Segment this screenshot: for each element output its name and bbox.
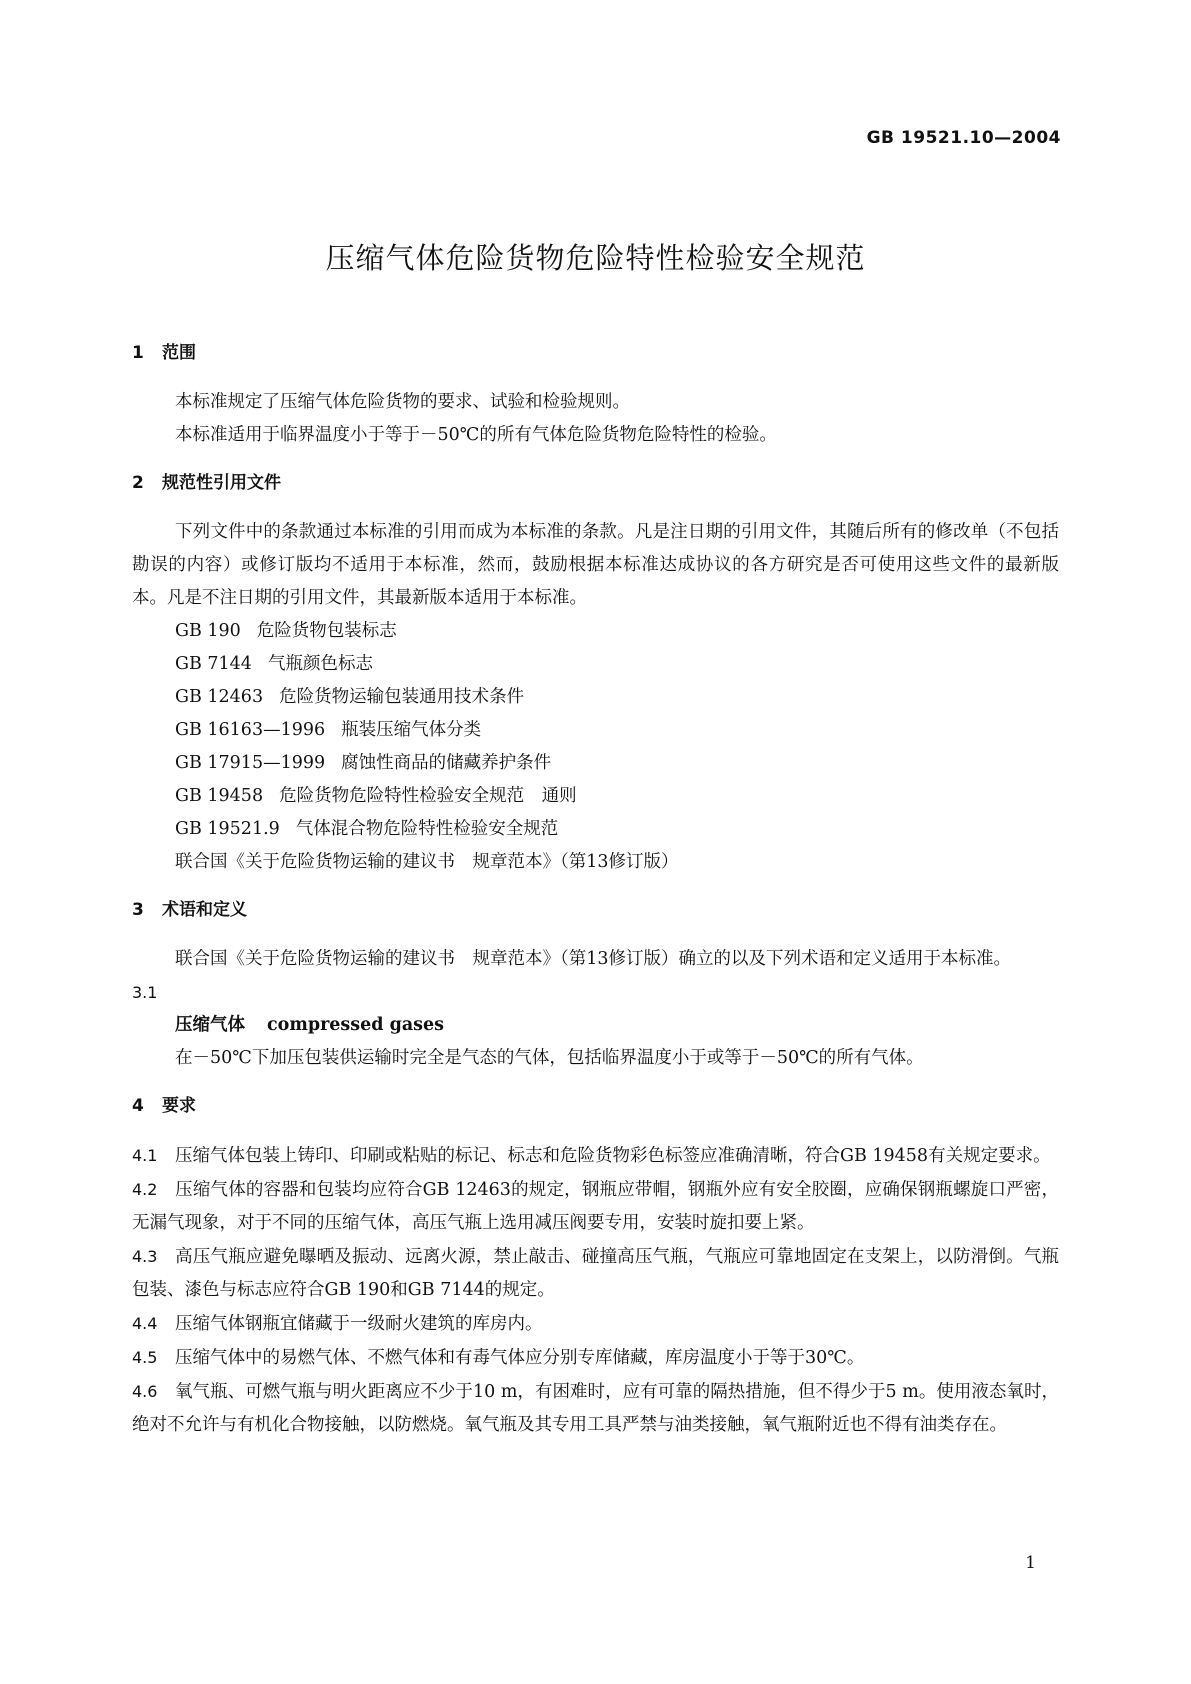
item-text: 压缩气体包装上铸印、印刷或粘贴的标记、标志和危险货物彩色标签应准确清晰，符合GB 19458有关规定要求。 — [175, 1146, 1051, 1166]
page-number: 1 — [1025, 1553, 1036, 1573]
reference-code: GB 19458 — [175, 786, 264, 806]
section-title: 术语和定义 — [162, 900, 247, 920]
item-text: 压缩气体的容器和包装均应符合GB 12463的规定，钢瓶应带帽，钢瓶外应有安全胶圈，应确保钢瓶螺旋口严密，无漏气现象，对于不同的压缩气体，高压气瓶上选用减压阀要专用，安装时旋扣要上紧。 — [132, 1180, 1059, 1233]
reference-name: 瓶装压缩气体分类 — [341, 720, 482, 740]
item-number: 4.2 — [132, 1180, 158, 1199]
section-2-heading — [132, 468, 1059, 498]
clause-number: 3.1 — [132, 983, 158, 1002]
reference-item — [132, 648, 1059, 681]
requirement-item — [132, 1240, 1059, 1307]
reference-name: 危险货物危险特性检验安全规范 通则 — [279, 786, 577, 806]
section-3-heading — [132, 895, 1059, 925]
section-number: 1 — [132, 343, 144, 363]
section-4-heading — [132, 1091, 1059, 1121]
reference-name: 危险货物包装标志 — [256, 621, 397, 641]
term-definition: 在－50℃下加压包装供运输时完全是气态的气体，包括临界温度小于或等于－50℃的所有气体。 — [175, 1048, 924, 1068]
reference-item — [132, 780, 1059, 813]
document-body — [132, 338, 1059, 1442]
section-title: 规范性引用文件 — [162, 473, 281, 493]
paragraph: 联合国《关于危险货物运输的建议书 规章范本》（第13修订版）确立的以及下列术语和定义适用于本标准。 — [175, 949, 1012, 969]
reference-item — [132, 615, 1059, 648]
reference-code: GB 16163—1996 — [175, 720, 326, 740]
reference-code: GB 17915—1999 — [175, 753, 326, 773]
section-number: 2 — [132, 473, 144, 493]
reference-item — [132, 747, 1059, 780]
paragraph: 下列文件中的条款通过本标准的引用而成为本标准的条款。凡是注日期的引用文件，其随后所有的修改单（不包括勘误的内容）或修订版均不适用于本标准，然而，鼓励根据本标准达成协议的各方研究是否可使用这些文件的最新版本。凡是不注日期的引用文件，其最新版本适用于本标准。 — [132, 522, 1059, 608]
item-text: 压缩气体钢瓶宜储藏于一级耐火建筑的库房内。 — [175, 1314, 543, 1334]
section-1-heading — [132, 338, 1059, 368]
term-entry — [132, 1009, 1059, 1042]
paragraph: 本标准适用于临界温度小于等于－50℃的所有气体危险货物危险特性的检验。 — [175, 425, 777, 445]
document-title: 压缩气体危险货物危险特性检验安全规范 — [325, 241, 866, 275]
requirement-item — [132, 1341, 1059, 1375]
requirement-item — [132, 1375, 1059, 1442]
item-text: 高压气瓶应避免曝晒及振动、远离火源，禁止敲击、碰撞高压气瓶，气瓶应可靠地固定在支架上，以防滑倒。气瓶包装、漆色与标志应符合GB 190和GB 7144的规定。 — [132, 1247, 1059, 1300]
item-number: 4.3 — [132, 1247, 158, 1266]
section-title: 要求 — [162, 1096, 196, 1116]
reference-name: 气体混合物危险特性检验安全规范 — [295, 819, 559, 839]
term-english: compressed gases — [267, 1015, 445, 1035]
reference-item — [132, 681, 1059, 714]
requirement-item — [132, 1139, 1059, 1173]
requirement-item — [132, 1173, 1059, 1240]
reference-item-un: 联合国《关于危险货物运输的建议书 规章范本》（第13修订版） — [175, 852, 679, 872]
reference-code: GB 190 — [175, 621, 241, 641]
item-number: 4.1 — [132, 1146, 158, 1165]
section-title: 范围 — [162, 343, 196, 363]
item-text: 氧气瓶、可燃气瓶与明火距离应不少于10 m，有困难时，应有可靠的隔热措施，但不得少于5 m。使用液态氧时，绝对不允许与有机化合物接触，以防燃烧。氧气瓶及其专用工具严禁与油类接触，氧气瓶附近也不得有油类存在。 — [132, 1382, 1059, 1435]
section-number: 3 — [132, 900, 144, 920]
section-number: 4 — [132, 1096, 144, 1116]
reference-name: 危险货物运输包装通用技术条件 — [279, 687, 525, 707]
reference-item — [132, 714, 1059, 747]
item-number: 4.6 — [132, 1382, 158, 1401]
item-number: 4.4 — [132, 1314, 158, 1333]
reference-item — [132, 813, 1059, 846]
term-chinese: 压缩气体 — [175, 1015, 245, 1035]
reference-code: GB 12463 — [175, 687, 264, 707]
item-text: 压缩气体中的易燃气体、不燃气体和有毒气体应分别专库储藏，库房温度小于等于30℃。 — [175, 1348, 865, 1368]
requirement-item — [132, 1307, 1059, 1341]
item-number: 4.5 — [132, 1348, 158, 1367]
reference-name: 腐蚀性商品的储藏养护条件 — [341, 753, 552, 773]
paragraph: 本标准规定了压缩气体危险货物的要求、试验和检验规则。 — [175, 392, 630, 412]
reference-code: GB 7144 — [175, 654, 252, 674]
reference-code: GB 19521.9 — [175, 819, 280, 839]
standard-code: GB 19521.10—2004 — [866, 128, 1061, 148]
reference-name: 气瓶颜色标志 — [267, 654, 373, 674]
